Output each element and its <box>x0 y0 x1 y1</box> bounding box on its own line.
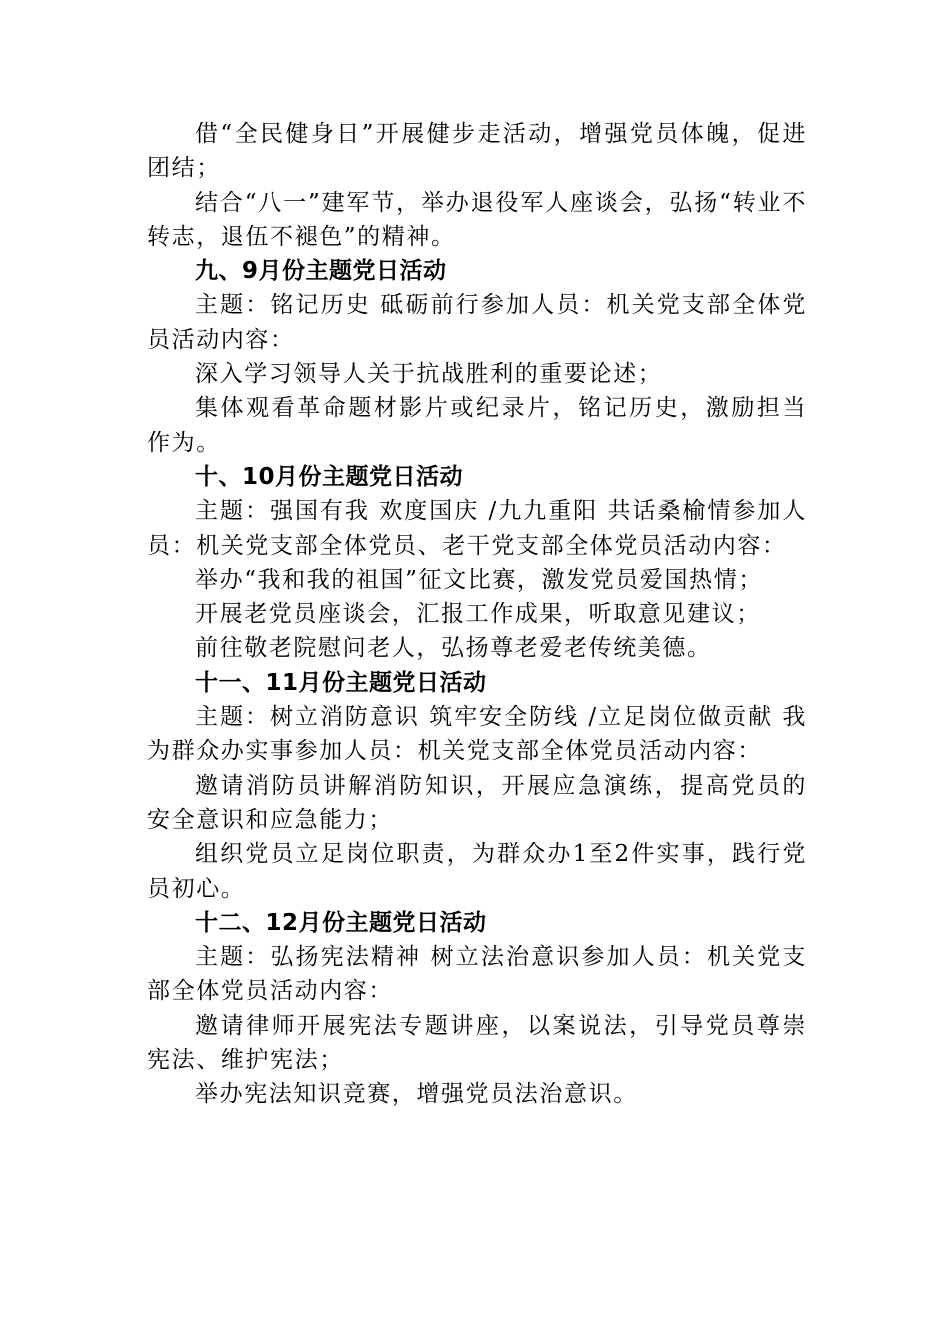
paragraph: 深入学习领导人关于抗战胜利的重要论述； <box>195 361 663 388</box>
paragraph: 主题：树立消防意识 筑牢安全防线 /立足岗位做贡献 我为群众办实事参加人员：机关党支部全体党员活动内容： <box>147 704 807 765</box>
paragraph: 主题：强国有我 欢度国庆 /九九重阳 共话桑榆情参加人员：机关党支部全体党员、老干党支部全体党员活动内容： <box>147 498 807 559</box>
section-heading: 十、10月份主题党日活动 <box>195 463 464 490</box>
paragraph: 借“全民健身日”开展健步走活动，增强党员体魄，促进团结； <box>147 121 807 182</box>
section-heading: 十一、11月份主题党日活动 <box>195 669 487 696</box>
paragraph: 主题：铭记历史 砥砺前行参加人员：机关党支部全体党员活动内容： <box>147 292 807 353</box>
paragraph: 组织党员立足岗位职责，为群众办1至2件实事，践行党员初心。 <box>147 841 807 902</box>
paragraph: 集体观看革命题材影片或纪录片，铭记历史，激励担当作为。 <box>147 395 807 456</box>
paragraph: 邀请律师开展宪法专题讲座，以案说法，引导党员尊崇宪法、维护宪法； <box>147 1012 807 1074</box>
document-body <box>147 117 807 1112</box>
paragraph: 举办宪法知识竞赛，增强党员法治意识。 <box>195 1081 638 1108</box>
paragraph: 前往敬老院慰问老人，弘扬尊老爱老传统美德。 <box>195 635 712 662</box>
section-heading: 十二、12月份主题党日活动 <box>195 909 487 936</box>
paragraph: 结合“八一”建军节，举办退役军人座谈会，弘扬“转业不转志，退伍不褪色”的精神。 <box>147 189 807 250</box>
section-heading: 九、9月份主题党日活动 <box>195 258 447 285</box>
paragraph: 主题：弘扬宪法精神 树立法治意识参加人员：机关党支部全体党员活动内容： <box>147 944 807 1005</box>
paragraph: 开展老党员座谈会，汇报工作成果，听取意见建议； <box>195 601 761 628</box>
paragraph: 举办“我和我的祖国”征文比赛，激发党员爱国热情； <box>195 566 763 593</box>
paragraph: 邀请消防员讲解消防知识，开展应急演练，提高党员的安全意识和应急能力； <box>147 772 807 833</box>
